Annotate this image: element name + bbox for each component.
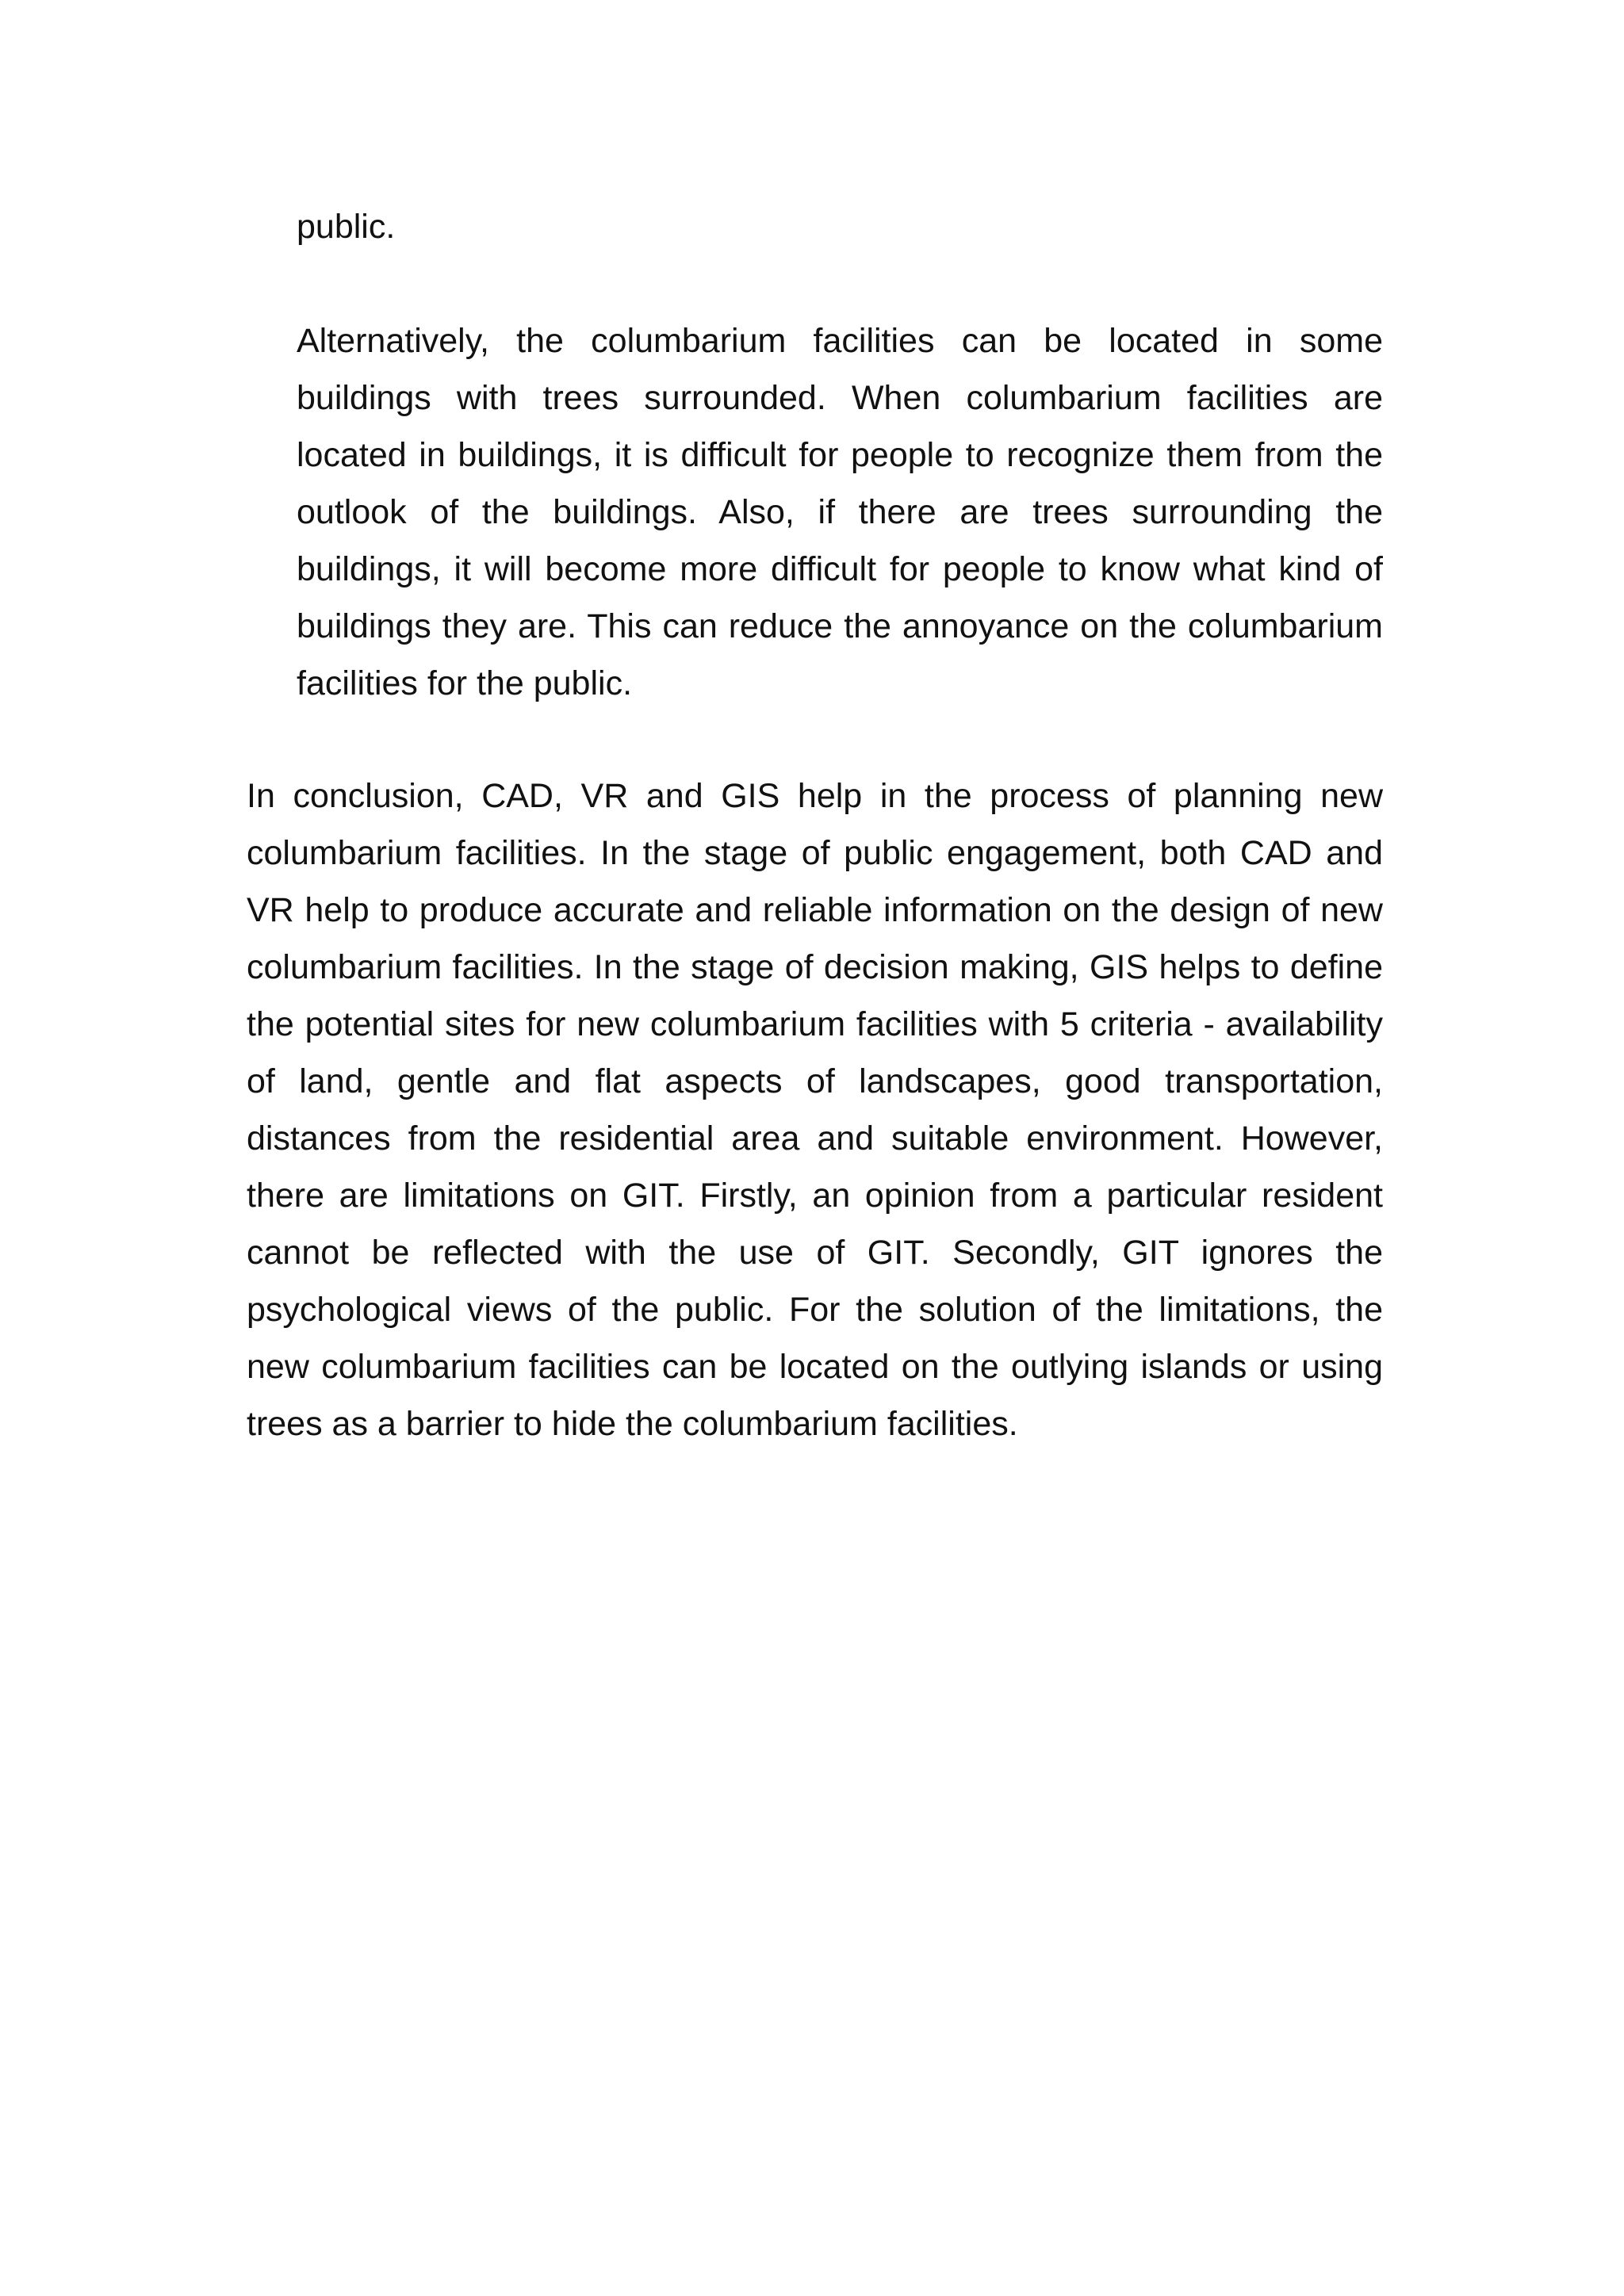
continued-paragraph-fragment: public.: [297, 208, 396, 246]
alternative-paragraph: Alternatively, the columbarium facilities can be located in some buildings with trees surrounded. When columbarium facilities are located in buildings, it is difficult for people to recognize them from the outlook of the buildings. Also, if there are trees surrounding the buildings, it will become more difficult for people to know what kind of buildings they are. This can reduce the annoyance on the columbarium facilities for the public.: [297, 322, 1383, 702]
conclusion-paragraph: In conclusion, CAD, VR and GIS help in the process of planning new columbarium facilities. In the stage of public engagement, both CAD and VR help to produce accurate and reliable information on the design of new columbarium facilities. In the stage of decision making, GIS helps to define the potential sites for new columbarium facilities with 5 criteria - availability of land, gentle and flat aspects of landscapes, good transportation, distances from the residential area and suitable environment. However, there are limitations on GIT. Firstly, an opinion from a particular resident cannot be reflected with the use of GIT. Secondly, GIT ignores the psychological views of the public. For the solution of the limitations, the new columbarium facilities can be located on the outlying islands or using trees as a barrier to hide the columbarium facilities.: [247, 777, 1383, 1443]
